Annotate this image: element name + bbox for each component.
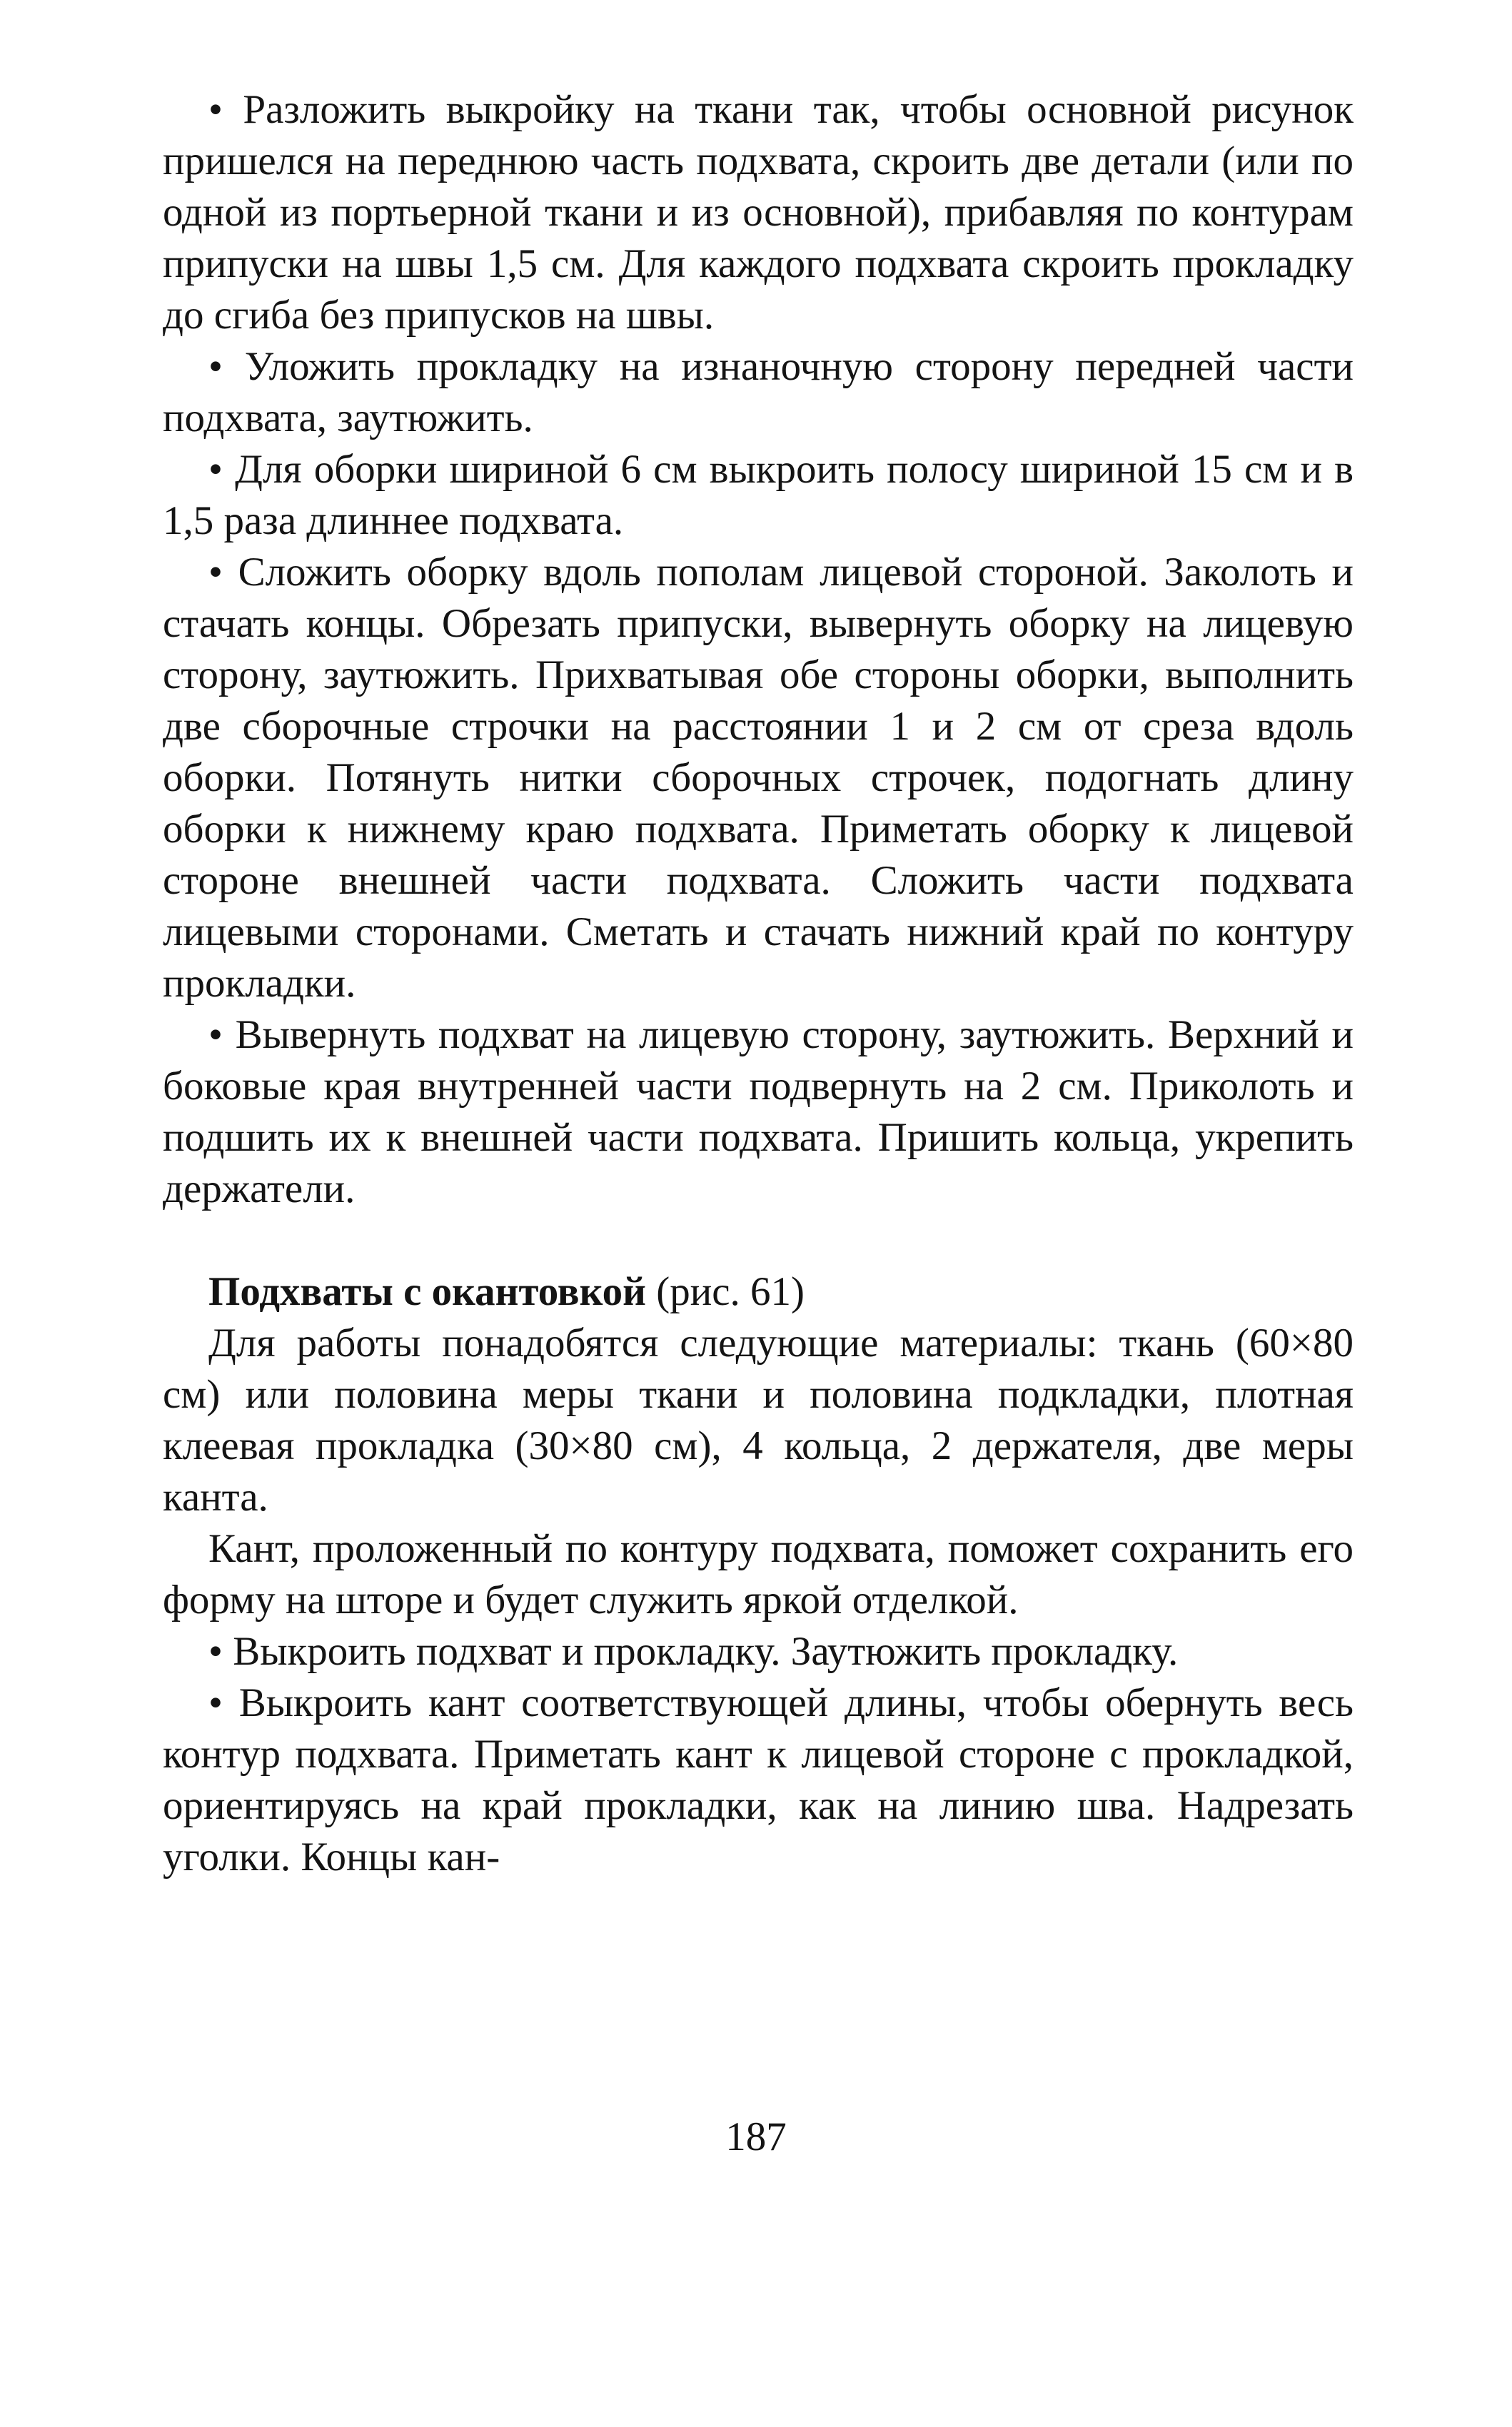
paragraph-layout-pattern: • Разложить выкройку на ткани так, чтобы основной рисунок пришелся на переднюю часть подхвата, скроить две детали (или по одной из портьерной ткани и из основной), прибавляя по контурам припуски на швы 1,5 см. Для каждого подхвата скроить прокладку до сгиба без припусков на швы. — [163, 87, 1354, 338]
paragraph-cut-frill: • Для оборки шириной 6 см выкроить полосу шириной 15 см и в 1,5 раза длиннее подхвата. — [163, 447, 1354, 543]
section-heading — [163, 1266, 1354, 1318]
paragraph-cut-tieback: • Выкроить подхват и прокладку. Заутюжить прокладку. — [208, 1629, 1179, 1674]
section-title: Подхваты с окантовкой — [208, 1269, 647, 1314]
paragraph-materials: Для работы понадобятся следующие материалы: ткань (60×80 см) или половина меры ткани и половина подкладки, плотная клеевая прокладка (30×80 см), 4 кольца, 2 держателя, две меры канта. — [163, 1321, 1354, 1520]
paragraph-piping-purpose: Кант, проложенный по контуру подхвата, поможет сохранить его форму на шторе и будет служить яркой отделкой. — [163, 1526, 1354, 1623]
page-body — [163, 84, 1354, 1883]
page-number: 187 — [725, 2114, 787, 2159]
paragraph-fold-frill: • Сложить оборку вдоль пополам лицевой стороной. Заколоть и стачать концы. Обрезать припуски, вывернуть оборку на лицевую сторону, заутюжить. Прихватывая обе стороны оборки, выполнить две сборочные строчки на расстоянии 1 и 2 см от среза вдоль оборки. Потянуть нитки сборочных строчек, подогнать длину оборки к нижнему краю подхвата. Приметать оборку к лицевой стороне внешней части подхвата. Сложить части подхвата лицевыми сторонами. Сметать и стачать нижний край по контуру прокладки. — [163, 550, 1354, 1006]
paragraph-turn-tieback: • Вывернуть подхват на лицевую сторону, заутюжить. Верхний и боковые края внутренней части подвернуть на 2 см. Приколоть и подшить их к внешней части подхвата. Пришить кольца, укрепить держатели. — [163, 1012, 1354, 1211]
paragraph-cut-piping: • Выкроить кант соответствующей длины, чтобы обернуть весь контур подхвата. Приметать кант к лицевой стороне с прокладкой, ориентируясь на край прокладки, как на линию шва. Надрезать уголки. Концы кан- — [163, 1680, 1354, 1879]
paragraph-place-interlining: • Уложить прокладку на изнаночную сторону передней части подхвата, заутюжить. — [163, 344, 1354, 440]
figure-reference: (рис. 61) — [656, 1269, 805, 1314]
